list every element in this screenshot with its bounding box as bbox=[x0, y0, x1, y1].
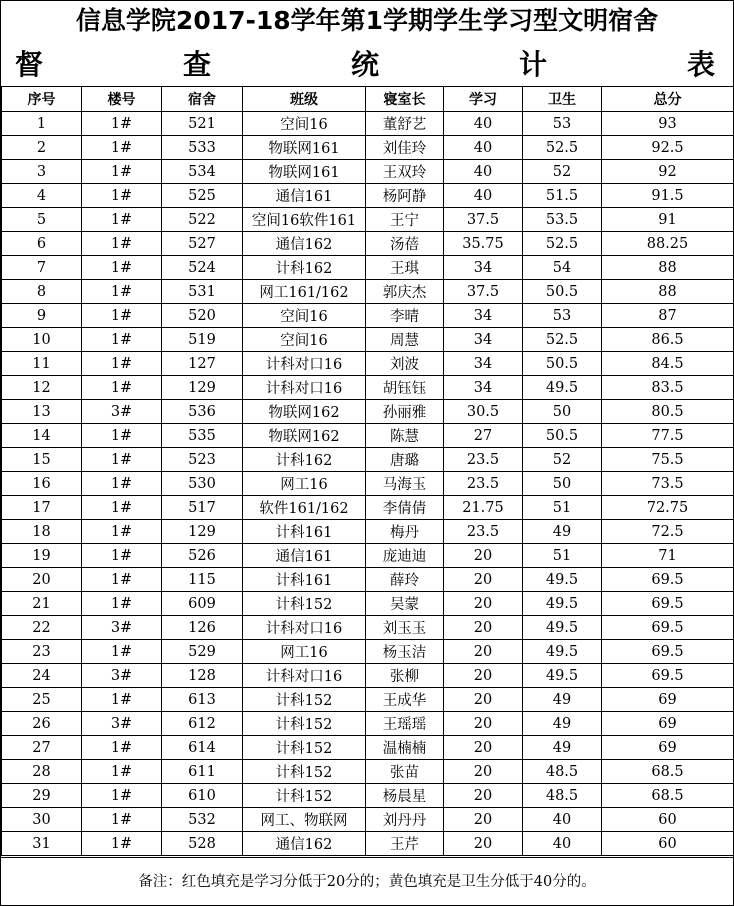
cell-total: 73.5 bbox=[602, 472, 734, 496]
cell-index: 17 bbox=[2, 496, 82, 520]
cell-class: 计科162 bbox=[243, 256, 366, 280]
cell-index: 6 bbox=[2, 232, 82, 256]
cell-dorm: 528 bbox=[162, 832, 243, 856]
cell-hygiene: 49 bbox=[523, 520, 602, 544]
cell-total: 88 bbox=[602, 280, 734, 304]
cell-index: 13 bbox=[2, 400, 82, 424]
cell-dorm-leader: 刘玉玉 bbox=[366, 616, 444, 640]
cell-dorm: 533 bbox=[162, 136, 243, 160]
cell-index: 28 bbox=[2, 760, 82, 784]
cell-hygiene: 49.5 bbox=[523, 592, 602, 616]
table-row bbox=[2, 736, 734, 760]
cell-dorm-leader: 梅丹 bbox=[366, 520, 444, 544]
cell-study: 37.5 bbox=[444, 280, 523, 304]
cell-index: 12 bbox=[2, 376, 82, 400]
cell-study: 20 bbox=[444, 832, 523, 856]
cell-class: 通信161 bbox=[243, 544, 366, 568]
cell-building: 1# bbox=[82, 280, 162, 304]
cell-hygiene: 49.5 bbox=[523, 376, 602, 400]
cell-hygiene: 52.5 bbox=[523, 136, 602, 160]
cell-dorm-leader: 张苗 bbox=[366, 760, 444, 784]
subtitle-char: 计 bbox=[518, 48, 547, 81]
cell-dorm-leader: 王成华 bbox=[366, 688, 444, 712]
table-row bbox=[2, 304, 734, 328]
subtitle-char: 查 bbox=[182, 48, 211, 81]
cell-dorm-leader: 王双玲 bbox=[366, 160, 444, 184]
cell-total: 69.5 bbox=[602, 592, 734, 616]
table-body bbox=[2, 112, 734, 856]
cell-class: 计科152 bbox=[243, 592, 366, 616]
cell-dorm: 614 bbox=[162, 736, 243, 760]
sheet-title: 信息学院2017-18学年第1学期学生学习型文明宿舍 bbox=[75, 6, 659, 35]
cell-dorm-leader: 薛玲 bbox=[366, 568, 444, 592]
cell-dorm-leader: 刘佳玲 bbox=[366, 136, 444, 160]
subtitle-char: 统 bbox=[350, 48, 379, 81]
cell-class: 计科161 bbox=[243, 568, 366, 592]
cell-index: 21 bbox=[2, 592, 82, 616]
cell-study: 34 bbox=[444, 256, 523, 280]
cell-total: 91 bbox=[602, 208, 734, 232]
cell-study: 34 bbox=[444, 304, 523, 328]
cell-building: 1# bbox=[82, 304, 162, 328]
cell-dorm: 517 bbox=[162, 496, 243, 520]
cell-class: 计科161 bbox=[243, 520, 366, 544]
cell-class: 软件161/162 bbox=[243, 496, 366, 520]
cell-total: 83.5 bbox=[602, 376, 734, 400]
cell-dorm: 610 bbox=[162, 784, 243, 808]
cell-dorm: 129 bbox=[162, 376, 243, 400]
cell-hygiene: 49.5 bbox=[523, 664, 602, 688]
cell-study: 37.5 bbox=[444, 208, 523, 232]
cell-dorm: 523 bbox=[162, 448, 243, 472]
cell-study: 40 bbox=[444, 136, 523, 160]
cell-building: 1# bbox=[82, 136, 162, 160]
table-row bbox=[2, 472, 734, 496]
cell-index: 3 bbox=[2, 160, 82, 184]
cell-hygiene: 49 bbox=[523, 736, 602, 760]
cell-study: 20 bbox=[444, 712, 523, 736]
cell-dorm-leader: 马海玉 bbox=[366, 472, 444, 496]
cell-total: 75.5 bbox=[602, 448, 734, 472]
cell-dorm-leader: 陈慧 bbox=[366, 424, 444, 448]
cell-dorm-leader: 杨玉洁 bbox=[366, 640, 444, 664]
cell-study: 20 bbox=[444, 616, 523, 640]
cell-index: 22 bbox=[2, 616, 82, 640]
cell-dorm-leader: 汤蓓 bbox=[366, 232, 444, 256]
cell-total: 92 bbox=[602, 160, 734, 184]
cell-total: 88.25 bbox=[602, 232, 734, 256]
cell-total: 68.5 bbox=[602, 784, 734, 808]
cell-hygiene: 54 bbox=[523, 256, 602, 280]
table-row bbox=[2, 160, 734, 184]
cell-class: 网工、物联网 bbox=[243, 808, 366, 832]
cell-index: 7 bbox=[2, 256, 82, 280]
cell-dorm: 530 bbox=[162, 472, 243, 496]
cell-hygiene: 53.5 bbox=[523, 208, 602, 232]
cell-total: 77.5 bbox=[602, 424, 734, 448]
cell-index: 25 bbox=[2, 688, 82, 712]
table-row bbox=[2, 784, 734, 808]
cell-index: 23 bbox=[2, 640, 82, 664]
cell-hygiene: 49.5 bbox=[523, 616, 602, 640]
table-row bbox=[2, 496, 734, 520]
cell-hygiene: 51 bbox=[523, 544, 602, 568]
cell-dorm: 115 bbox=[162, 568, 243, 592]
cell-index: 24 bbox=[2, 664, 82, 688]
cell-dorm-leader: 温楠楠 bbox=[366, 736, 444, 760]
table-row bbox=[2, 112, 734, 136]
table-row bbox=[2, 592, 734, 616]
table-row bbox=[2, 664, 734, 688]
cell-index: 20 bbox=[2, 568, 82, 592]
subtitle-char: 督 bbox=[15, 48, 44, 81]
cell-building: 1# bbox=[82, 832, 162, 856]
cell-dorm-leader: 郭庆杰 bbox=[366, 280, 444, 304]
cell-class: 计科152 bbox=[243, 760, 366, 784]
cell-dorm: 532 bbox=[162, 808, 243, 832]
cell-dorm: 611 bbox=[162, 760, 243, 784]
table-row bbox=[2, 352, 734, 376]
cell-dorm: 613 bbox=[162, 688, 243, 712]
cell-index: 1 bbox=[2, 112, 82, 136]
cell-dorm: 522 bbox=[162, 208, 243, 232]
cell-hygiene: 53 bbox=[523, 112, 602, 136]
cell-study: 40 bbox=[444, 112, 523, 136]
cell-dorm: 527 bbox=[162, 232, 243, 256]
cell-class: 物联网161 bbox=[243, 160, 366, 184]
table-row bbox=[2, 712, 734, 736]
cell-hygiene: 49.5 bbox=[523, 640, 602, 664]
cell-index: 4 bbox=[2, 184, 82, 208]
cell-hygiene: 50.5 bbox=[523, 280, 602, 304]
header-dorm: 宿舍 bbox=[162, 87, 243, 112]
cell-index: 2 bbox=[2, 136, 82, 160]
cell-dorm-leader: 胡钰钰 bbox=[366, 376, 444, 400]
cell-study: 20 bbox=[444, 664, 523, 688]
cell-study: 20 bbox=[444, 544, 523, 568]
cell-study: 35.75 bbox=[444, 232, 523, 256]
table-row bbox=[2, 280, 734, 304]
cell-total: 80.5 bbox=[602, 400, 734, 424]
cell-building: 1# bbox=[82, 352, 162, 376]
score-table bbox=[1, 86, 734, 856]
cell-study: 34 bbox=[444, 328, 523, 352]
table-row bbox=[2, 832, 734, 856]
cell-dorm-leader: 庞迪迪 bbox=[366, 544, 444, 568]
cell-building: 1# bbox=[82, 760, 162, 784]
cell-index: 27 bbox=[2, 736, 82, 760]
cell-index: 16 bbox=[2, 472, 82, 496]
cell-building: 1# bbox=[82, 232, 162, 256]
cell-study: 23.5 bbox=[444, 520, 523, 544]
cell-study: 20 bbox=[444, 568, 523, 592]
header-total: 总分 bbox=[602, 87, 734, 112]
cell-hygiene: 40 bbox=[523, 808, 602, 832]
cell-hygiene: 52 bbox=[523, 448, 602, 472]
cell-total: 69 bbox=[602, 712, 734, 736]
cell-building: 1# bbox=[82, 184, 162, 208]
cell-study: 20 bbox=[444, 760, 523, 784]
cell-dorm-leader: 董舒艺 bbox=[366, 112, 444, 136]
cell-dorm: 519 bbox=[162, 328, 243, 352]
cell-dorm: 128 bbox=[162, 664, 243, 688]
table-row bbox=[2, 448, 734, 472]
cell-dorm-leader: 吴蒙 bbox=[366, 592, 444, 616]
table-row bbox=[2, 400, 734, 424]
cell-total: 92.5 bbox=[602, 136, 734, 160]
cell-building: 1# bbox=[82, 328, 162, 352]
cell-study: 23.5 bbox=[444, 448, 523, 472]
cell-hygiene: 40 bbox=[523, 832, 602, 856]
cell-class: 计科对口16 bbox=[243, 616, 366, 640]
table-row bbox=[2, 232, 734, 256]
cell-dorm-leader: 杨晨星 bbox=[366, 784, 444, 808]
cell-dorm-leader: 李倩倩 bbox=[366, 496, 444, 520]
cell-index: 15 bbox=[2, 448, 82, 472]
cell-building: 1# bbox=[82, 424, 162, 448]
cell-dorm-leader: 王芹 bbox=[366, 832, 444, 856]
cell-study: 40 bbox=[444, 184, 523, 208]
cell-index: 30 bbox=[2, 808, 82, 832]
cell-total: 69.5 bbox=[602, 616, 734, 640]
cell-total: 87 bbox=[602, 304, 734, 328]
table-row bbox=[2, 808, 734, 832]
cell-dorm-leader: 张柳 bbox=[366, 664, 444, 688]
cell-building: 1# bbox=[82, 808, 162, 832]
cell-index: 31 bbox=[2, 832, 82, 856]
cell-dorm-leader: 李晴 bbox=[366, 304, 444, 328]
table-row bbox=[2, 616, 734, 640]
cell-building: 1# bbox=[82, 376, 162, 400]
cell-study: 34 bbox=[444, 352, 523, 376]
cell-study: 30.5 bbox=[444, 400, 523, 424]
cell-class: 空间16 bbox=[243, 304, 366, 328]
cell-hygiene: 53 bbox=[523, 304, 602, 328]
table-row bbox=[2, 184, 734, 208]
cell-study: 40 bbox=[444, 160, 523, 184]
cell-building: 1# bbox=[82, 568, 162, 592]
cell-index: 26 bbox=[2, 712, 82, 736]
cell-class: 通信161 bbox=[243, 184, 366, 208]
sheet-subtitle bbox=[15, 41, 715, 85]
cell-index: 5 bbox=[2, 208, 82, 232]
cell-study: 20 bbox=[444, 592, 523, 616]
cell-study: 34 bbox=[444, 376, 523, 400]
cell-dorm-leader: 王瑶瑶 bbox=[366, 712, 444, 736]
header-class: 班级 bbox=[243, 87, 366, 112]
cell-building: 1# bbox=[82, 256, 162, 280]
cell-dorm: 609 bbox=[162, 592, 243, 616]
cell-hygiene: 51.5 bbox=[523, 184, 602, 208]
cell-class: 计科对口16 bbox=[243, 352, 366, 376]
table-row bbox=[2, 424, 734, 448]
table-row bbox=[2, 136, 734, 160]
cell-index: 10 bbox=[2, 328, 82, 352]
table-row bbox=[2, 520, 734, 544]
cell-class: 计科162 bbox=[243, 448, 366, 472]
cell-building: 1# bbox=[82, 544, 162, 568]
cell-dorm: 531 bbox=[162, 280, 243, 304]
cell-study: 20 bbox=[444, 688, 523, 712]
table-row bbox=[2, 376, 734, 400]
cell-total: 72.5 bbox=[602, 520, 734, 544]
cell-dorm: 126 bbox=[162, 616, 243, 640]
cell-dorm: 612 bbox=[162, 712, 243, 736]
cell-building: 1# bbox=[82, 112, 162, 136]
cell-index: 18 bbox=[2, 520, 82, 544]
cell-class: 计科152 bbox=[243, 736, 366, 760]
cell-study: 20 bbox=[444, 736, 523, 760]
table-row bbox=[2, 688, 734, 712]
cell-hygiene: 50 bbox=[523, 400, 602, 424]
cell-hygiene: 51 bbox=[523, 496, 602, 520]
cell-index: 8 bbox=[2, 280, 82, 304]
header-dorm-leader: 寝室长 bbox=[366, 87, 444, 112]
cell-total: 86.5 bbox=[602, 328, 734, 352]
cell-class: 计科152 bbox=[243, 784, 366, 808]
cell-dorm: 536 bbox=[162, 400, 243, 424]
cell-study: 20 bbox=[444, 784, 523, 808]
cell-class: 网工16 bbox=[243, 640, 366, 664]
cell-total: 69 bbox=[602, 736, 734, 760]
cell-building: 1# bbox=[82, 640, 162, 664]
cell-index: 29 bbox=[2, 784, 82, 808]
cell-building: 1# bbox=[82, 160, 162, 184]
header-hygiene: 卫生 bbox=[523, 87, 602, 112]
cell-class: 物联网161 bbox=[243, 136, 366, 160]
cell-hygiene: 48.5 bbox=[523, 784, 602, 808]
cell-hygiene: 50.5 bbox=[523, 424, 602, 448]
cell-dorm-leader: 孙丽雅 bbox=[366, 400, 444, 424]
cell-study: 27 bbox=[444, 424, 523, 448]
cell-dorm: 524 bbox=[162, 256, 243, 280]
cell-building: 3# bbox=[82, 664, 162, 688]
cell-dorm: 127 bbox=[162, 352, 243, 376]
cell-hygiene: 52.5 bbox=[523, 232, 602, 256]
cell-building: 3# bbox=[82, 616, 162, 640]
cell-hygiene: 52 bbox=[523, 160, 602, 184]
cell-total: 60 bbox=[602, 832, 734, 856]
cell-class: 计科152 bbox=[243, 688, 366, 712]
table-row bbox=[2, 544, 734, 568]
cell-dorm: 529 bbox=[162, 640, 243, 664]
cell-dorm-leader: 杨阿静 bbox=[366, 184, 444, 208]
table-row bbox=[2, 640, 734, 664]
cell-total: 69.5 bbox=[602, 640, 734, 664]
cell-class: 计科对口16 bbox=[243, 376, 366, 400]
table-row bbox=[2, 760, 734, 784]
cell-study: 20 bbox=[444, 640, 523, 664]
cell-building: 1# bbox=[82, 448, 162, 472]
table-row bbox=[2, 256, 734, 280]
cell-study: 21.75 bbox=[444, 496, 523, 520]
cell-hygiene: 50 bbox=[523, 472, 602, 496]
cell-index: 11 bbox=[2, 352, 82, 376]
cell-total: 68.5 bbox=[602, 760, 734, 784]
cell-hygiene: 49.5 bbox=[523, 568, 602, 592]
cell-class: 空间16软件161 bbox=[243, 208, 366, 232]
cell-dorm-leader: 周慧 bbox=[366, 328, 444, 352]
cell-class: 通信162 bbox=[243, 232, 366, 256]
cell-class: 物联网162 bbox=[243, 424, 366, 448]
cell-total: 69 bbox=[602, 688, 734, 712]
cell-dorm-leader: 刘丹丹 bbox=[366, 808, 444, 832]
cell-total: 69.5 bbox=[602, 568, 734, 592]
cell-dorm-leader: 王宁 bbox=[366, 208, 444, 232]
cell-dorm: 534 bbox=[162, 160, 243, 184]
cell-study: 23.5 bbox=[444, 472, 523, 496]
cell-dorm: 129 bbox=[162, 520, 243, 544]
cell-index: 14 bbox=[2, 424, 82, 448]
cell-total: 88 bbox=[602, 256, 734, 280]
cell-building: 1# bbox=[82, 736, 162, 760]
cell-class: 空间16 bbox=[243, 328, 366, 352]
cell-building: 1# bbox=[82, 472, 162, 496]
table-row bbox=[2, 328, 734, 352]
cell-dorm: 525 bbox=[162, 184, 243, 208]
header-building: 楼号 bbox=[82, 87, 162, 112]
table-row bbox=[2, 208, 734, 232]
cell-index: 19 bbox=[2, 544, 82, 568]
cell-dorm: 520 bbox=[162, 304, 243, 328]
cell-dorm: 535 bbox=[162, 424, 243, 448]
cell-hygiene: 49 bbox=[523, 712, 602, 736]
cell-total: 84.5 bbox=[602, 352, 734, 376]
cell-dorm-leader: 刘波 bbox=[366, 352, 444, 376]
cell-dorm-leader: 王琪 bbox=[366, 256, 444, 280]
header-index: 序号 bbox=[2, 87, 82, 112]
cell-building: 1# bbox=[82, 208, 162, 232]
cell-building: 1# bbox=[82, 688, 162, 712]
cell-study: 20 bbox=[444, 808, 523, 832]
cell-building: 1# bbox=[82, 592, 162, 616]
cell-dorm: 521 bbox=[162, 112, 243, 136]
header-study: 学习 bbox=[444, 87, 523, 112]
cell-building: 3# bbox=[82, 400, 162, 424]
cell-hygiene: 52.5 bbox=[523, 328, 602, 352]
cell-class: 物联网162 bbox=[243, 400, 366, 424]
cell-dorm: 526 bbox=[162, 544, 243, 568]
cell-building: 1# bbox=[82, 496, 162, 520]
cell-class: 计科152 bbox=[243, 712, 366, 736]
cell-building: 3# bbox=[82, 712, 162, 736]
cell-class: 网工16 bbox=[243, 472, 366, 496]
cell-index: 9 bbox=[2, 304, 82, 328]
cell-building: 1# bbox=[82, 520, 162, 544]
cell-class: 空间16 bbox=[243, 112, 366, 136]
table-header-row bbox=[2, 87, 734, 112]
subtitle-char: 表 bbox=[686, 48, 715, 81]
cell-total: 91.5 bbox=[602, 184, 734, 208]
cell-building: 1# bbox=[82, 784, 162, 808]
cell-hygiene: 49 bbox=[523, 688, 602, 712]
cell-total: 71 bbox=[602, 544, 734, 568]
cell-dorm-leader: 唐璐 bbox=[366, 448, 444, 472]
cell-hygiene: 50.5 bbox=[523, 352, 602, 376]
cell-class: 通信162 bbox=[243, 832, 366, 856]
cell-total: 60 bbox=[602, 808, 734, 832]
cell-total: 72.75 bbox=[602, 496, 734, 520]
cell-total: 93 bbox=[602, 112, 734, 136]
cell-hygiene: 48.5 bbox=[523, 760, 602, 784]
cell-class: 计科对口16 bbox=[243, 664, 366, 688]
cell-class: 网工161/162 bbox=[243, 280, 366, 304]
table-row bbox=[2, 568, 734, 592]
footnote: 备注：红色填充是学习分低于20分的；黄色填充是卫生分低于40分的。 bbox=[1, 857, 733, 906]
cell-total: 69.5 bbox=[602, 664, 734, 688]
